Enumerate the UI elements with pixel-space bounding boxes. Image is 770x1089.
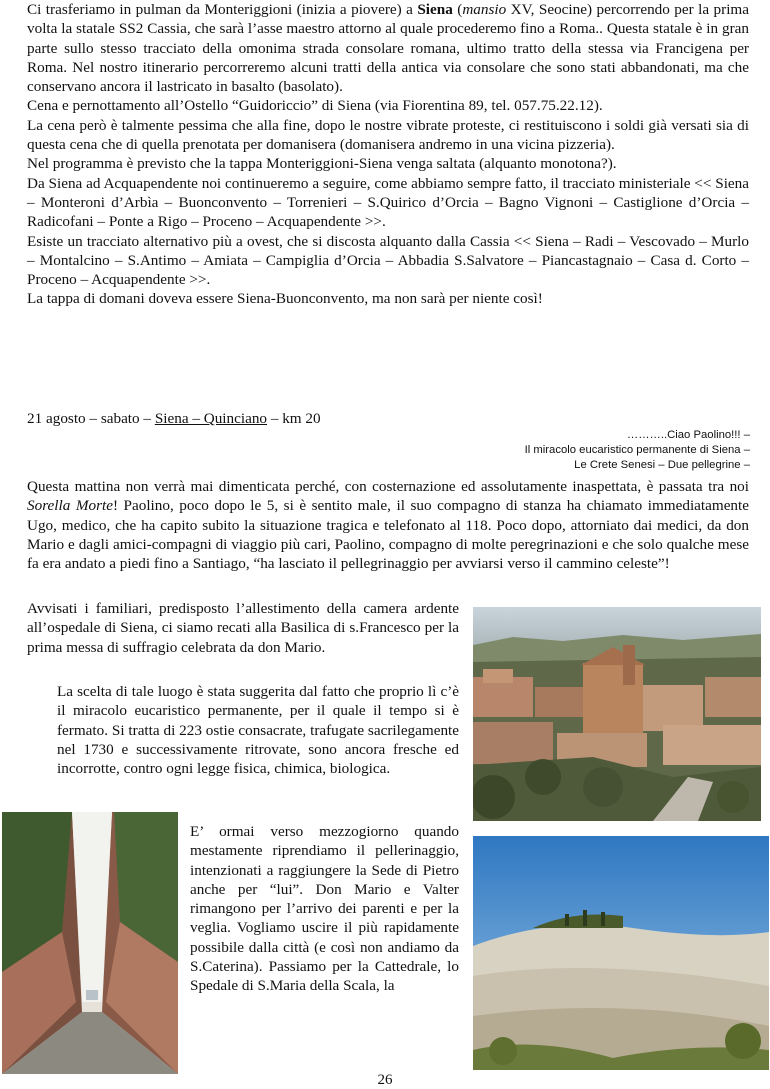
page-number: 26	[377, 1072, 393, 1088]
route-underlined: Siena – Quinciano	[154, 410, 268, 427]
paragraph-hostel: Cena e pernottamento all’Ostello “Guidoriccio” di Siena (via Fiorentina 89, tel. 057.75.22.12).	[27, 97, 603, 115]
photo-crete-senesi	[473, 836, 769, 1070]
paragraph-dinner: La cena però è talmente pessima che alla fine, dopo le nostre vibrate proteste, ci restituiscono i soldi già versati sia di questa cena che di quella prenotata per domanisera (domanisera andremo in una vicina pizzeria).	[27, 116, 749, 154]
siena-bold: Siena	[417, 1, 453, 18]
paragraph-noon: E’ ormai verso mezzogiorno quando mestamente riprendiamo il pellerinaggio, intenzionati a raggiungere la Sede di Pietro anche per “lui”. Don Mario e Valter rimangono per l’arrivo dei parenti e per la veglia. Vogliamo uscire il più rapidamente possibile dalla città (e così non andiamo da S.Caterina). Passiamo per la Cattedrale, lo Spedale di S.Maria della Scala, la	[190, 823, 459, 995]
paragraph-route-alternative: Esiste un tracciato alternativo più a ovest, che si discosta alquanto dalla Cassia << Siena – Radi – Vescovado – Murlo – Montalcino – S.Antimo – Amiata – Campiglia d’Orcia – Abbadia S.Salvatore – Piancastagnaio – Casa d. Corto – Proceno – Acquapendente >>.	[27, 232, 749, 289]
photo-siena-basilica	[473, 607, 761, 821]
day-heading: 21 agosto – sabato – Siena – Quinciano – km 20	[27, 410, 321, 427]
paragraph-miracle: La scelta di tale luogo è stata suggerita dal fatto che proprio lì c’è il miracolo eucaristico permanente, per il quale il tempo si è fermato. Si tratta di 223 ostie consacrate, trafugate sacrilegamente nel 1730 e successivamente ritrovate, sono ancora fresche ed incorrotte, contro ogni legge fisica, chimica, biologica.	[57, 683, 459, 778]
photo-siena-alley	[2, 812, 178, 1074]
intro-text-block	[27, 0, 749, 309]
sorella-morte-italic: Sorella Morte	[27, 497, 113, 515]
paragraph-program: Nel programma è previsto che la tappa Monteriggioni-Siena venga saltata (alquanto monotona?).	[27, 155, 617, 173]
paragraph-tomorrow: La tappa di domani doveva essere Siena-Buonconvento, ma non sarà per niente così!	[27, 290, 543, 308]
epigraph	[390, 428, 750, 473]
epigraph-line: Il miracolo eucaristico permanente di Siena –	[524, 444, 750, 456]
mansio-italic: mansio	[462, 1, 507, 18]
epigraph-line: Le Crete Senesi – Due pellegrine –	[574, 459, 750, 471]
paragraph-morning: Questa mattina non verrà mai dimenticata perché, con costernazione ed assolutamente inaspettata, è passata tra noi Sorella Morte! Paolino, poco dopo le 5, si è sentito male, il suo compagno di stanza ha chiamato immediatamente Ugo, medico, che ha capito subito la situazione tragica e telefonato al 118. Poco dopo, attorniato dai medici, da don Mario e dagli amici-compagni di viaggio più cari, Paolino, compagno di molte peregrinazioni e che solo qualche mese fa era andato a piedi fino a Santiago, “ha lasciato il pellegrinaggio per avviarsi verso il cammino celeste”!	[27, 478, 749, 573]
epigraph-line: ………..Ciao Paolino!!! –	[626, 429, 750, 441]
paragraph-siena-transfer: Ci trasferiamo in pulman da Monteriggioni (inizia a piovere) a Siena (mansio XV, Seocine) percorrendo per la prima volta la statale SS2 Cassia, che sarà l’asse maestro attorno al quale procederemo fino a Roma.. Questa statale è in gran parte sullo stesso tracciato della omonima strada consolare romana, ultimo tratto della stessa via Francigena per Roma. Nel nostro itinerario percorreremo alcuni tratti della antica via consolare che sono stati abbandonati, ma che conservano ancora il lastricato in basalto (basolato).	[27, 1, 749, 96]
paragraph-route-official: Da Siena ad Acquapendente noi continueremo a seguire, come abbiamo sempre fatto, il tracciato ministeriale << Siena – Monteroni d’Arbìa – Buonconvento – Torrenieri – S.Quirico d’Orcia – Bagno Vignoni – Castiglione d’Orcia – Radicofani – Ponte a Rigo – Proceno – Acquapendente >>.	[27, 174, 749, 231]
paragraph-camera: Avvisati i familiari, predisposto l’allestimento della camera ardente all’ospedale di Siena, ci siamo recati alla Basilica di s.Francesco per la prima messa di suffragio celebrata da don Mario.	[27, 600, 459, 656]
